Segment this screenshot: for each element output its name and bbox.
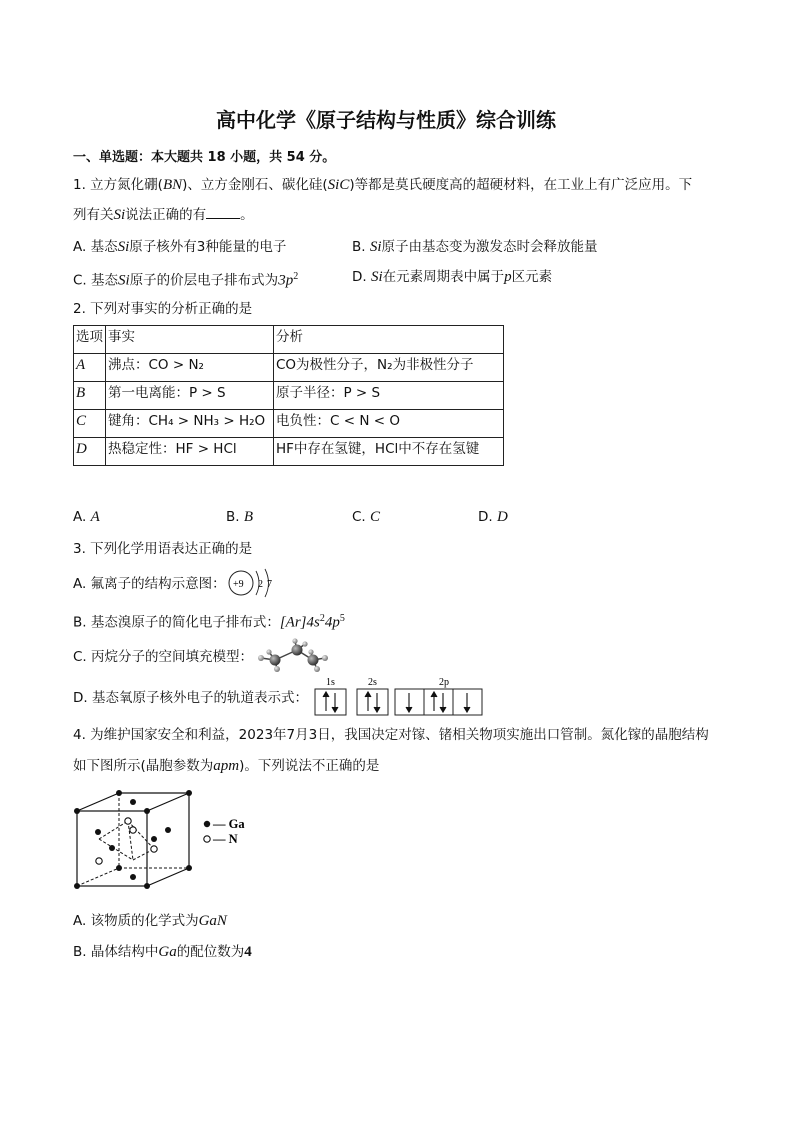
q1-option-b: B. Si原子由基态变为激发态时会释放能量	[352, 239, 598, 255]
table-row: A 沸点：CO > N₂ CO为极性分子，N₂为非极性分子	[74, 354, 504, 382]
header-cell: 事实	[106, 326, 274, 354]
q1-option-a: A. 基态Si原子核外有3种能量的电子	[73, 239, 287, 255]
q2-table	[73, 325, 504, 466]
fluoride-ion-diagram	[226, 566, 282, 600]
q4-option-a: A. 该物质的化学式为GaN	[73, 913, 227, 929]
q2-stem: 2. 下列对事实的分析正确的是	[73, 301, 253, 317]
shell1-electrons: 2	[258, 579, 263, 590]
propane-model-image	[255, 638, 331, 674]
section-heading: 一、单选题：本大题共 18 小题，共 54 分。	[73, 150, 336, 165]
q3-option-d: D. 基态氧原子核外电子的轨道表示式：	[73, 690, 308, 706]
shell2-electrons: 7	[267, 579, 272, 590]
q3-option-a: A. 氟离子的结构示意图：	[73, 576, 226, 592]
orbital-label-2p: 2p	[439, 677, 449, 688]
nucleus-label: +9	[233, 579, 244, 590]
q4-stem-line2: 如下图所示(晶胞参数为apm)。下列说法不正确的是	[73, 758, 380, 774]
fact-cell: 第一电离能：P > S	[106, 382, 274, 410]
answer-blank	[206, 206, 240, 219]
q2-choice-a: A. A	[73, 509, 100, 525]
orbital-label-2s: 2s	[368, 677, 377, 688]
fact-cell: 热稳定性：HF > HCl	[106, 438, 274, 466]
legend-n: — N	[213, 832, 238, 846]
fact-cell: 沸点：CO > N₂	[106, 354, 274, 382]
q3-stem: 3. 下列化学用语表达正确的是	[73, 541, 253, 557]
n-marker	[204, 836, 210, 842]
ga-marker	[204, 821, 210, 827]
page-title: 高中化学《原子结构与性质》综合训练	[216, 108, 556, 132]
orbital-diagram	[313, 675, 485, 717]
q3-option-c: C. 丙烷分子的空间填充模型：	[73, 649, 254, 665]
analysis-cell: 原子半径：P > S	[274, 382, 504, 410]
legend-ga: — Ga	[213, 817, 245, 831]
q2-choice-d: D. D	[478, 509, 508, 525]
orbital-label-1s: 1s	[326, 677, 335, 688]
header-cell: 分析	[274, 326, 504, 354]
q1-stem-line2: 列有关Si说法正确的有 。	[73, 207, 254, 223]
q1-option-c: C. 基态Si原子的价层电子排布式为$3p^2$	[73, 271, 299, 289]
analysis-cell: CO为极性分子，N₂为非极性分子	[274, 354, 504, 382]
header-cell: 选项	[74, 326, 106, 354]
q4-stem-line1: 4. 为维护国家安全和利益，2023年7月3日，我国决定对镓、锗相关物项实施出口管制。氮化镓的晶胞结构	[73, 727, 709, 743]
q2-choice-c: C. C	[352, 509, 381, 525]
analysis-cell: 电负性：C < N < O	[274, 410, 504, 438]
crystal-legend	[202, 816, 262, 850]
fact-cell: 键角：CH₄ > NH₃ > H₂O	[106, 410, 274, 438]
q3-option-b: B. 基态溴原子的简化电子排布式：$[Ar]4s^24p^5$	[73, 613, 345, 631]
table-row: D 热稳定性：HF > HCl HF中存在氢键，HCl中不存在氢键	[74, 438, 504, 466]
table-header-row	[74, 326, 504, 354]
table-row: C 键角：CH₄ > NH₃ > H₂O 电负性：C < N < O	[74, 410, 504, 438]
q4-option-b: B. 晶体结构中Ga的配位数为4	[73, 944, 252, 960]
analysis-cell: HF中存在氢键，HCl中不存在氢键	[274, 438, 504, 466]
q1-stem-line1: 1. 立方氮化硼(BN)、立方金刚石、碳化硅(SiC)等都是莫氏硬度高的超硬材料，在工业上有广泛应用。下	[73, 177, 693, 193]
q1-option-d: D. Si在元素周期表中属于p区元素	[352, 269, 553, 285]
q2-choice-b: B. B	[226, 509, 254, 525]
table-row: B 第一电离能：P > S 原子半径：P > S	[74, 382, 504, 410]
